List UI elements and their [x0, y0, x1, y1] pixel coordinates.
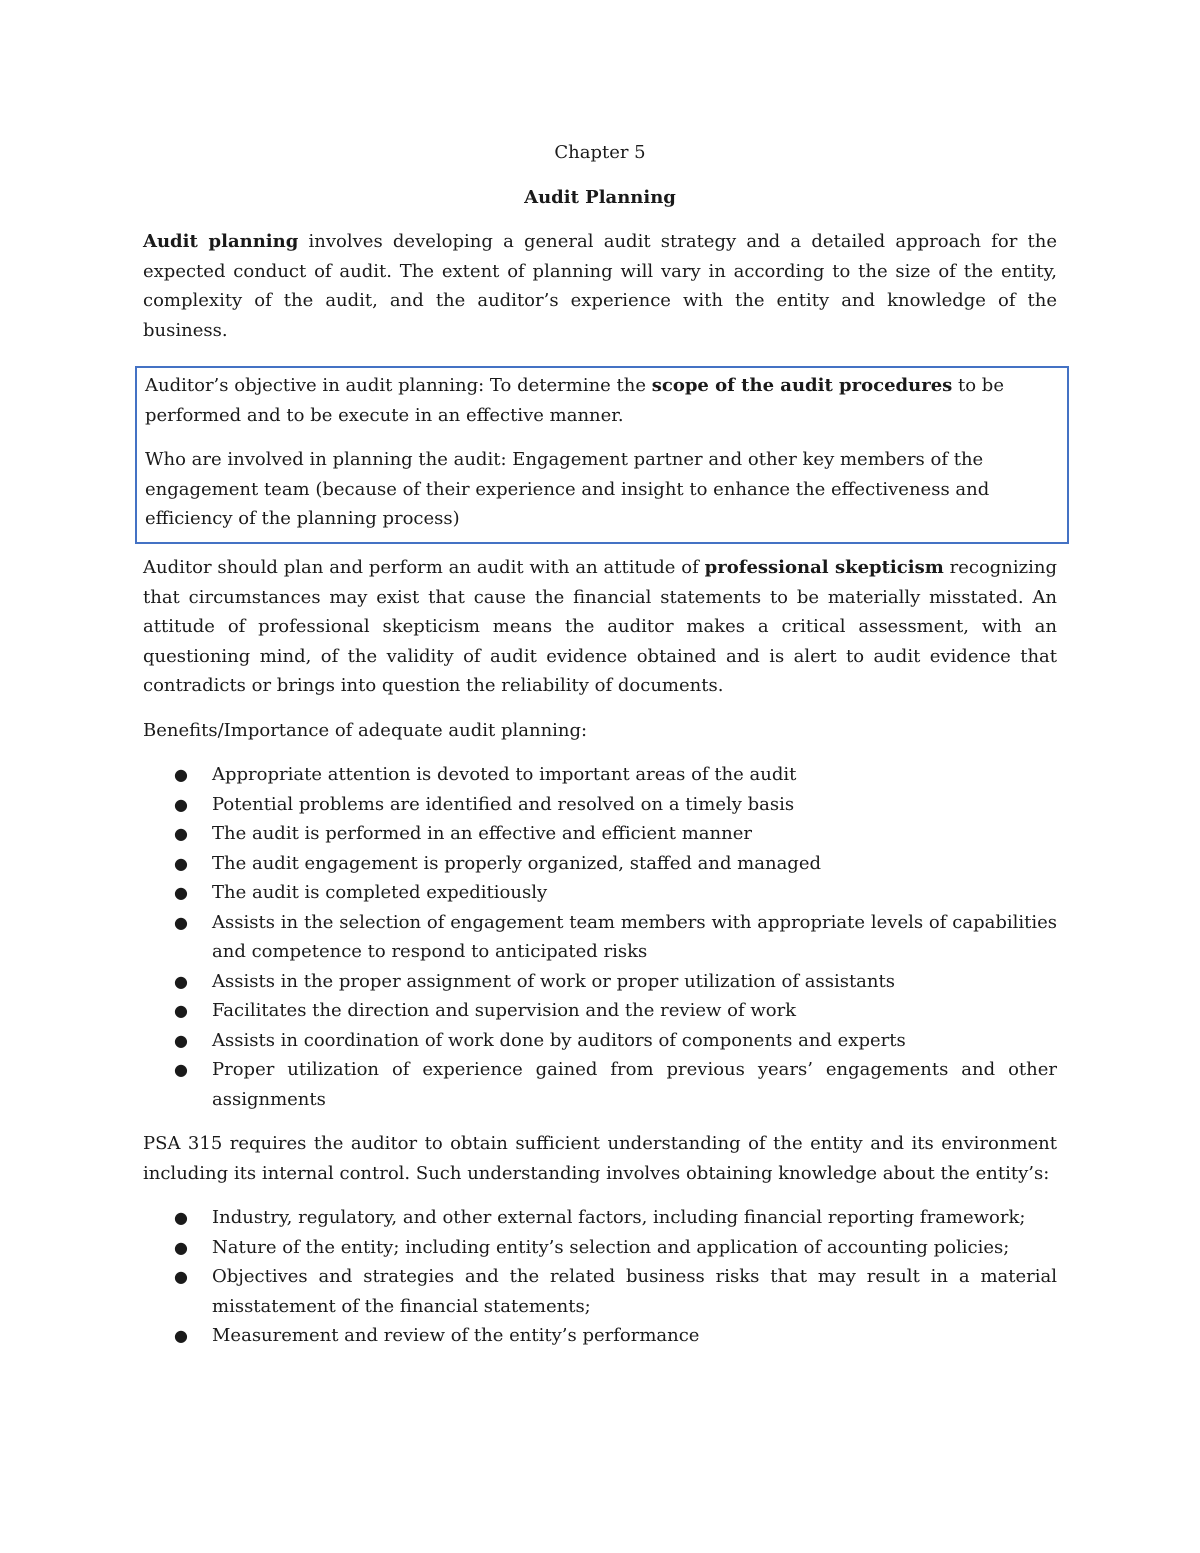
- list-item: [143, 1233, 1057, 1263]
- involved-paragraph: Who are involved in planning the audit: Engagement partner and other key members of the engagement team (because of their experience and insight to enhance the effectiveness and efficiency of the planning process): [145, 449, 990, 529]
- list-item: [143, 1321, 1057, 1351]
- intro-text: involves developing a general audit strategy and a detailed approach for the expected conduct of audit. The extent of planning will vary in according to the size of the entity, complexity of the audit, and the auditor’s experience with the entity and knowledge of the business.: [143, 231, 1057, 341]
- bullet-icon: ●: [174, 883, 188, 902]
- bullet-icon: ●: [174, 1267, 188, 1286]
- list-item-text: The audit is completed expeditiously: [212, 882, 548, 903]
- list-item: [143, 1203, 1057, 1233]
- document-page: [143, 138, 1057, 1351]
- bullet-icon: ●: [174, 1237, 188, 1257]
- list-item-text: Assists in coordination of work done by auditors of components and experts: [212, 1029, 906, 1051]
- bullet-icon: ●: [174, 912, 188, 932]
- chapter-heading: Chapter 5: [554, 142, 646, 163]
- list-item-text: Appropriate attention is devoted to important areas of the audit: [212, 764, 797, 785]
- list-item: [143, 967, 1057, 997]
- list-item-text: Nature of the entity; including entity’s selection and application of accounting policies;: [212, 1236, 1010, 1258]
- list-item-text: Assists in the proper assignment of work or proper utilization of assistants: [212, 970, 895, 992]
- understanding-list: [143, 1203, 1057, 1351]
- objective-suffix: to be performed and to be execute in an effective manner.: [145, 375, 1004, 426]
- bullet-icon: ●: [174, 1326, 188, 1345]
- list-item: [143, 819, 1057, 849]
- bullet-icon: ●: [174, 794, 188, 814]
- bullet-icon: ●: [174, 1001, 188, 1020]
- bullet-icon: ●: [174, 824, 188, 843]
- psa-paragraph: PSA 315 requires the auditor to obtain sufficient understanding of the entity and its environment including its internal control. Such understanding involves obtaining knowledge about the entity’s:: [143, 1133, 1057, 1184]
- intro-term: Audit planning: [143, 231, 299, 252]
- benefits-list: [143, 760, 1057, 1114]
- list-item-text: Proper utilization of experience gained from previous years’ engagements and other assignments: [212, 1059, 1057, 1110]
- skepticism-prefix: Auditor should plan and perform an audit with an attitude of: [143, 557, 705, 578]
- objective-paragraph: [145, 371, 1047, 430]
- list-item: [143, 760, 1057, 790]
- benefits-heading: Benefits/Importance of adequate audit planning:: [143, 719, 588, 741]
- intro-paragraph: [143, 227, 1057, 345]
- list-item: [143, 849, 1057, 879]
- list-item-text: The audit engagement is properly organized, staffed and managed: [212, 852, 822, 874]
- list-item: [143, 790, 1057, 820]
- objective-callout-box: [135, 366, 1069, 544]
- bullet-icon: ●: [174, 1208, 188, 1227]
- skepticism-bold: professional skepticism: [704, 557, 944, 578]
- page-title: Audit Planning: [524, 186, 676, 208]
- list-item: [143, 908, 1057, 967]
- list-item-text: Industry, regulatory, and other external factors, including financial reporting framework;: [212, 1207, 1026, 1228]
- list-item: [143, 1262, 1057, 1321]
- list-item: [143, 1055, 1057, 1114]
- objective-bold: scope of the audit procedures: [651, 375, 953, 396]
- skepticism-paragraph: [143, 553, 1057, 701]
- skepticism-suffix: recognizing that circumstances may exist that cause the financial statements to be materially misstated. An attitude of professional skepticism means the auditor makes a critical assessment, with an questioning mind, of the validity of audit evidence obtained and is alert to audit evidence that contradicts or brings into question the reliability of documents.: [143, 557, 1058, 696]
- bullet-icon: ●: [174, 971, 188, 991]
- bullet-icon: ●: [174, 765, 188, 784]
- list-item-text: Assists in the selection of engagement team members with appropriate levels of capabilities and competence to respond to anticipated risks: [212, 911, 1057, 962]
- bullet-icon: ●: [174, 853, 188, 873]
- list-item: [143, 878, 1057, 908]
- list-item-text: Measurement and review of the entity’s performance: [212, 1325, 700, 1346]
- bullet-icon: ●: [174, 1060, 188, 1079]
- list-item-text: Facilitates the direction and supervision and the review of work: [212, 1000, 797, 1021]
- list-item-text: Potential problems are identified and resolved on a timely basis: [212, 793, 795, 815]
- list-item: [143, 996, 1057, 1026]
- list-item-text: The audit is performed in an effective and efficient manner: [212, 823, 752, 844]
- list-item: [143, 1026, 1057, 1056]
- bullet-icon: ●: [174, 1030, 188, 1050]
- objective-prefix: Auditor’s objective in audit planning: To determine the: [145, 375, 652, 396]
- list-item-text: Objectives and strategies and the related business risks that may result in a material misstatement of the financial statements;: [212, 1266, 1057, 1317]
